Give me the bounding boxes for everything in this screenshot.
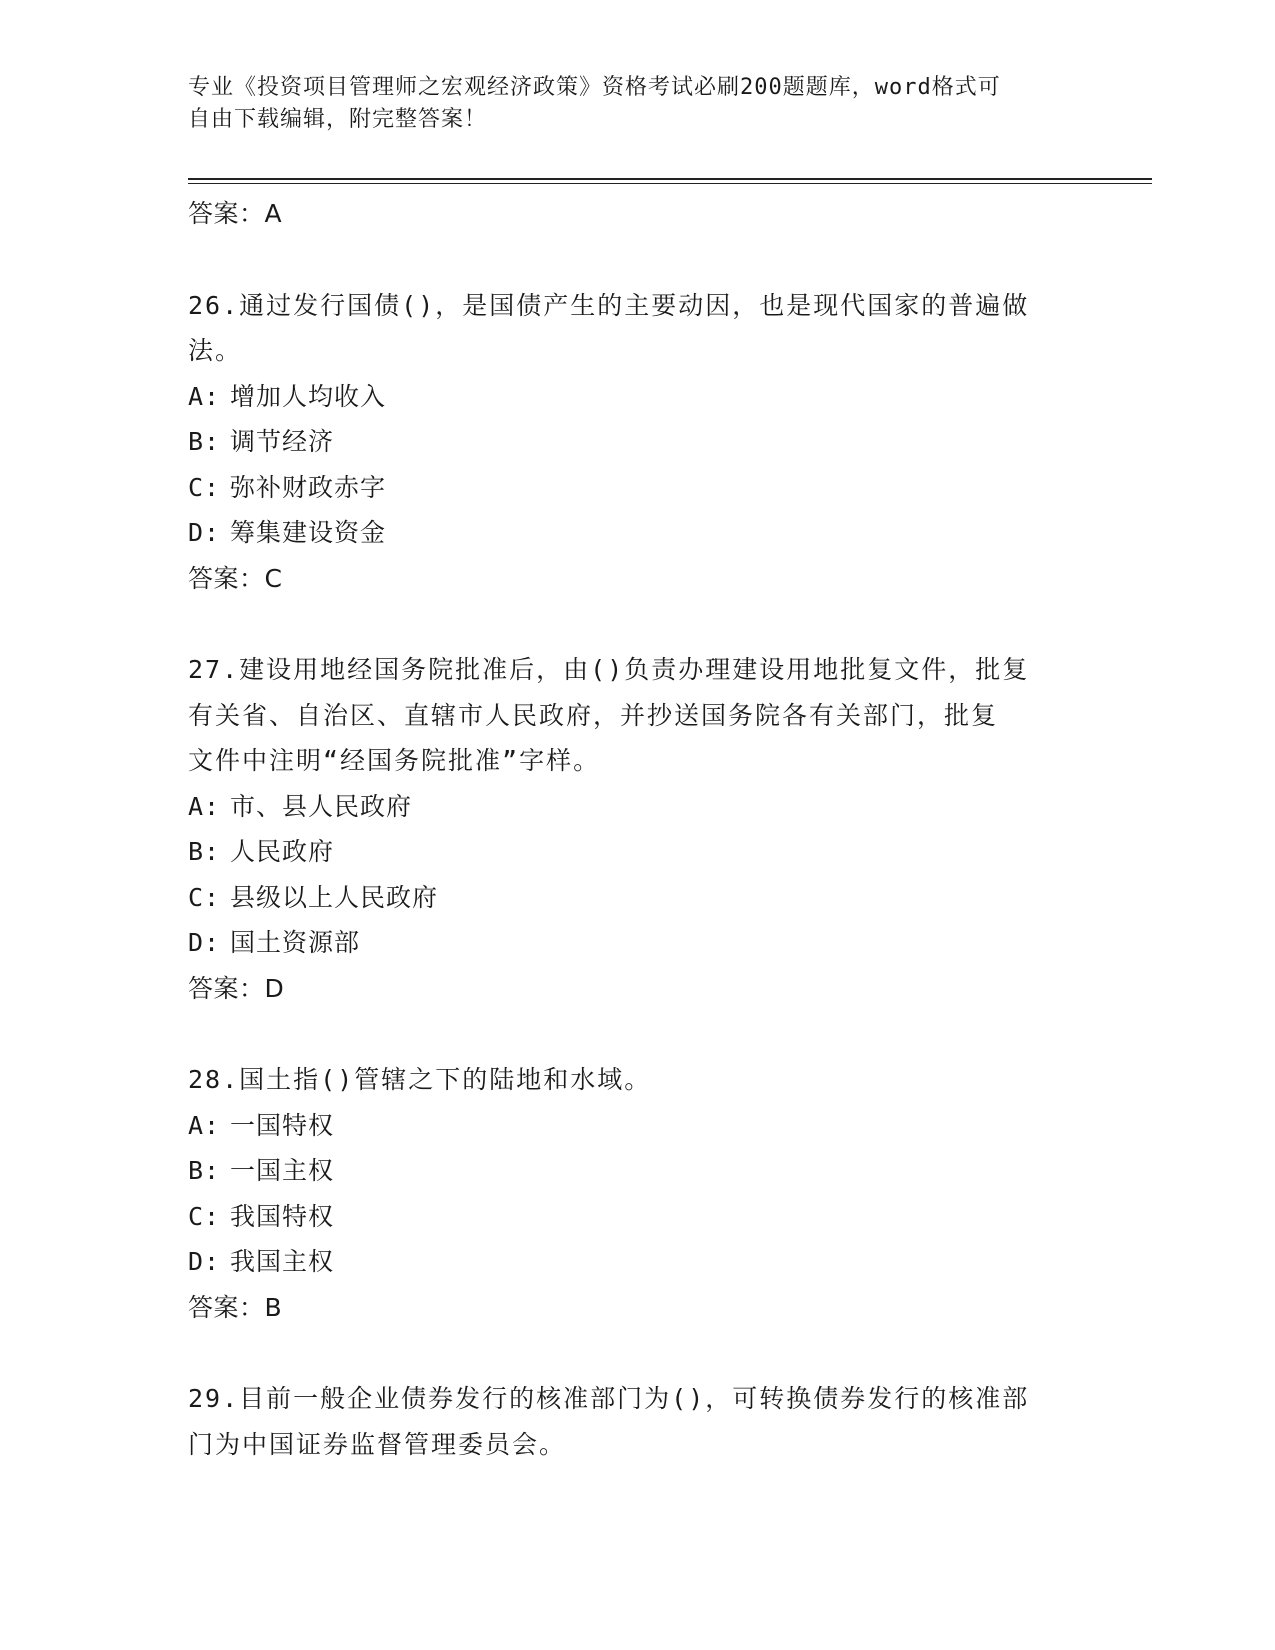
option-text: 筹集建设资金 (230, 518, 387, 547)
option-b (188, 1148, 1088, 1194)
option-letter: A: (188, 791, 221, 821)
option-letter: C: (188, 1201, 221, 1231)
option-letter: B: (188, 837, 221, 866)
option-letter: B: (188, 1156, 221, 1185)
option-c (188, 465, 1088, 511)
document-header (188, 72, 1088, 136)
stem-line: 27.建设用地经国务院批准后，由()负责办理建设用地批复文件，批复 (188, 655, 1030, 684)
option-d (188, 1239, 1088, 1285)
question-27 (188, 647, 1088, 1011)
question-spacer (188, 1330, 1088, 1376)
stem-line: 29.目前一般企业债券发行的核准部门为()，可转换债券发行的核准部 (188, 1384, 1030, 1413)
question-spacer (188, 601, 1088, 647)
option-text: 一国主权 (230, 1156, 335, 1185)
option-letter: D: (188, 928, 221, 957)
answer-line: 答案：B (188, 1292, 283, 1322)
option-b (188, 419, 1088, 465)
question-29 (188, 1376, 1088, 1467)
question-26 (188, 283, 1088, 602)
option-d (188, 920, 1088, 966)
option-letter: A: (188, 381, 221, 411)
header-divider-top (188, 178, 1152, 180)
question-spacer (188, 1011, 1088, 1057)
option-letter: D: (188, 1247, 221, 1276)
header-line-1: 专业《投资项目管理师之宏观经济政策》资格考试必刷200题题库，word格式可 (188, 75, 1001, 100)
option-c (188, 1194, 1088, 1240)
option-d (188, 510, 1088, 556)
stem-line: 门为中国证券监督管理委员会。 (188, 1429, 567, 1459)
question-stem (188, 1376, 1088, 1467)
option-c (188, 875, 1088, 921)
stem-line: 26.通过发行国债()，是国债产生的主要动因，也是现代国家的普遍做 (188, 290, 1030, 320)
option-letter: C: (188, 472, 221, 502)
question-28 (188, 1057, 1088, 1330)
option-letter: B: (188, 427, 221, 456)
option-letter: D: (188, 518, 221, 547)
option-text: 一国特权 (230, 1110, 335, 1140)
option-letter: C: (188, 882, 221, 912)
question-list (188, 191, 1088, 1467)
option-text: 我国主权 (230, 1247, 335, 1276)
option-text: 市、县人民政府 (230, 791, 413, 821)
question-spacer (188, 237, 1088, 283)
option-a (188, 1103, 1088, 1149)
stem-line: 28.国土指()管辖之下的陆地和水域。 (188, 1065, 652, 1094)
option-a (188, 784, 1088, 830)
answer-line: 答案：C (188, 563, 283, 593)
question-stem (188, 283, 1088, 374)
option-text: 弥补财政赤字 (230, 472, 387, 502)
option-letter: A: (188, 1110, 221, 1140)
option-text: 调节经济 (230, 427, 335, 456)
option-text: 人民政府 (230, 837, 335, 866)
question-stem (188, 647, 1088, 784)
answer-line: 答案：A (188, 199, 283, 228)
option-a (188, 374, 1088, 420)
option-b (188, 829, 1088, 875)
option-text: 我国特权 (230, 1201, 335, 1231)
option-text: 国土资源部 (230, 928, 361, 957)
stem-line: 有关省、自治区、直辖市人民政府，并抄送国务院各有关部门，批复 (188, 700, 999, 730)
option-text: 县级以上人民政府 (230, 882, 439, 912)
question-stem (188, 1057, 1088, 1103)
stem-line: 法。 (188, 336, 243, 365)
answer-line: 答案：D (188, 973, 285, 1003)
header-line-2: 自由下载编辑，附完整答案！ (188, 107, 488, 132)
stem-line: 文件中注明“经国务院批准”字样。 (188, 746, 601, 775)
header-divider-bottom (188, 183, 1152, 184)
option-text: 增加人均收入 (230, 381, 387, 411)
